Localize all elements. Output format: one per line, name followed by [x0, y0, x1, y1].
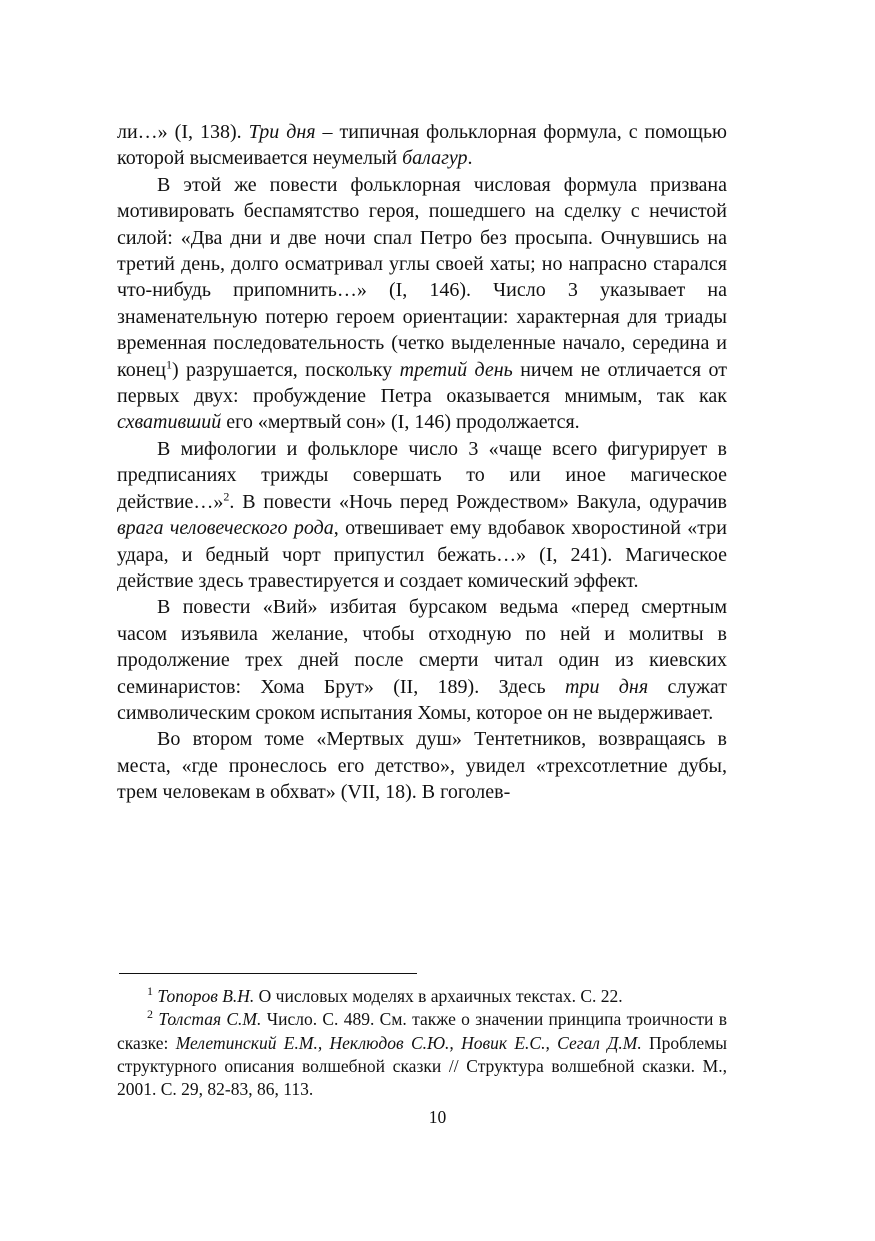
text-run: , отвешивает ему вдобавок хворостиной «три удара, и бедный чорт припустил бежать…» (I, 241). Магическое действие здесь травестируется и создает комический эффект.	[117, 517, 727, 592]
text-run: служат символическим сроком испытания Хомы, которое он не выдерживает.	[117, 675, 728, 724]
footnote	[117, 1008, 727, 1101]
text-run: Проблемы структурного описания волшебной сказки // Структура волшебной сказки. М., 2001. С. 29, 82-83, 86, 113.	[117, 1032, 727, 1100]
footnote-separator	[119, 973, 417, 974]
italic-text: три дня	[565, 675, 649, 698]
page-number: 10	[428, 1107, 447, 1127]
italic-text: балагур	[402, 147, 468, 170]
paragraph	[117, 119, 727, 172]
paragraph	[117, 726, 727, 805]
text-run: В повести «Вий» избитая бурсаком ведьма «перед смертным часом изъявила желание, чтобы отходную по ней и молитвы в продолжение трех дней после смерти читал один из киевских семинаристов: Хома Брут» (II, 189). Здесь	[117, 596, 727, 698]
paragraph	[117, 594, 727, 726]
text-run: В этой же повести фольклорная числовая формула призвана мотивировать беспамятство героя, пошедшего на сделку с нечистой силой: «Два дни и две ночи спал Петро без просыпа. Очнувшись на третий день, долго осматривал углы своей хаты; но напрасно старался что-нибудь припомнить…» (I, 146). Число 3 указывает на знаменательную потерю героем ориентации: характерная для триады временная последовательность (четко выделенные начало, середина и конец	[117, 173, 727, 381]
footnote-ref: 1	[147, 984, 153, 999]
italic-text: врага человеческого рода	[117, 517, 334, 540]
text-run: .	[467, 147, 473, 170]
footnotes	[117, 985, 727, 1101]
italic-text: Три дня	[248, 121, 316, 143]
footnote-ref: 2	[147, 1007, 153, 1022]
text-run: О числовых моделях в архаичных текстах. С. 22.	[254, 986, 623, 1006]
text-run: В мифологии и фольклоре число 3 «чаще всего фигурирует в предписаниях трижды совершать то или иное магическое действие…»	[117, 437, 727, 513]
italic-text: Топоров В.Н.	[157, 986, 255, 1006]
text-run: . В повести «Ночь перед Рождеством» Вакула, одурачив	[229, 490, 727, 513]
text-run: его «мертвый сон» (I, 146) продолжается.	[221, 411, 580, 434]
text-run: ) разрушается, поскольку	[171, 358, 400, 381]
footnote-ref: 1	[165, 357, 172, 371]
paragraph	[117, 172, 727, 436]
paragraph	[117, 436, 727, 594]
text-run: ничем не отличается от первых двух: пробуждение Петра оказывается мнимым, так как	[117, 358, 727, 408]
text-run: ли…» (I, 138).	[117, 121, 249, 143]
footnote	[117, 985, 727, 1008]
body-text	[117, 119, 727, 806]
italic-text: Толстая С.М.	[158, 1009, 262, 1030]
text-run: Число. С. 489. См. также о значении принципа троичности в сказке:	[117, 1009, 727, 1053]
italic-text: третий день	[399, 358, 513, 381]
italic-text: Мелетинский Е.М., Неклюдов С.Ю., Новик Е.С., Сегал Д.М.	[175, 1032, 642, 1053]
italic-text: схвативший	[117, 411, 222, 434]
text-run: – типичная фольклорная формула, с помощью которой высмеивается неумелый	[117, 121, 728, 170]
text-run: Во втором томе «Мертвых душ» Тентетников, возвращаясь в места, «где пронеслось его детство», увидел «трехсотлетние дубы, трем человекам в обхват» (VII, 18). В гоголев-	[117, 728, 727, 804]
footnote-ref: 2	[223, 489, 230, 504]
